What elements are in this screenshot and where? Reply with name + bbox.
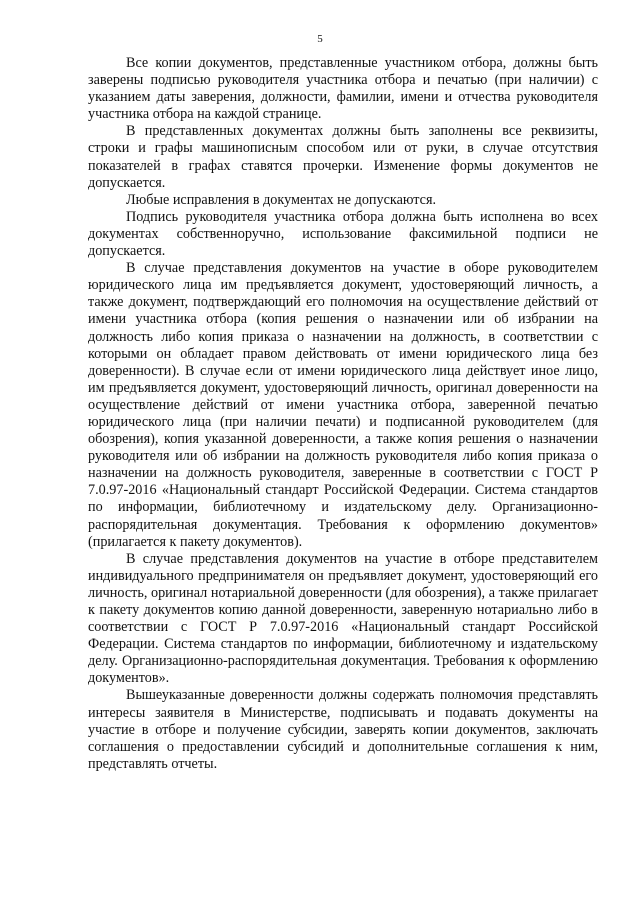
paragraph-corrections: Любые исправления в документах не допускаются. — [126, 191, 437, 208]
document-body — [88, 55, 598, 773]
paragraph-requisites: В представленных документах должны быть заполнены все реквизиты, строки и графы машинописным способом или от руки, в случае отсутствия показателей в графах ставятся прочерки. Изменение формы документов не допускается. — [88, 123, 598, 191]
paragraph-entrepreneur: В случае представления документов на участие в отборе представителем индивидуального предпринимателя он предъявляет документ, удостоверяющий его личность, оригинал нотариальной доверенности (для обозрения), а также прилагает к пакету документов копию данной доверенности, заверенную нотариально либо в соответствии с ГОСТ Р 7.0.97-2016 «Национальный стандарт Российской Федерации. Система стандартов по информации, библиотечному и издательскому делу. Организационно-распорядительная документация. Требования к оформлению документов». — [88, 550, 598, 687]
paragraph-signature: Подпись руководителя участника отбора должна быть исполнена во всех документах собственноручно, использование факсимильной подписи не допускается. — [88, 208, 598, 260]
paragraph-certification: Все копии документов, представленные участником отбора, должны быть заверены подписью руководителя участника отбора и печатью (при наличии) с указанием даты заверения, должности, фамилии, имени и отчества руководителя участника отбора на каждой странице. — [88, 55, 598, 123]
page-number: 5 — [317, 33, 323, 45]
paragraph-powers-of-attorney: Вышеуказанные доверенности должны содержать полномочия представлять интересы заявителя в Министерстве, подписывать и подавать документы на участие в отборе и получение субсидии, заверять копии документов, заключать соглашения о предоставлении субсидий и дополнительные соглашения к ним, представлять отчеты. — [88, 687, 598, 772]
paragraph-legal-entity: В случае представления документов на участие в оборе руководителем юридического лица им предъявляется документ, удостоверяющий личность, а также документ, подтверждающий его полномочия на осуществление действий от имени участника отбора (копия решения о назначении или об избрании на должность либо копия приказа о назначении на должность, в соответствии с которыми он обладает правом действовать от имени юридического лица без доверенности). В случае если от имени юридического лица действует иное лицо, им предъявляется документ, удостоверяющий личность, оригинал доверенности на осуществление действий от имени участника отбора, заверенной печатью юридического лица (при наличии печати) и подписанной руководителем (для обозрения), копия указанной доверенности, а также копия решения о назначении руководителя или об избрании на должность руководителя либо копия приказа о назначении на должность руководителя, заверенные в соответствии с ГОСТ Р 7.0.97-2016 «Национальный стандарт Российской Федерации. Система стандартов по информации, библиотечному и издательскому делу. Организационно-распорядительная документация. Требования к оформлению документов» (прилагается к пакету документов). — [88, 260, 598, 550]
